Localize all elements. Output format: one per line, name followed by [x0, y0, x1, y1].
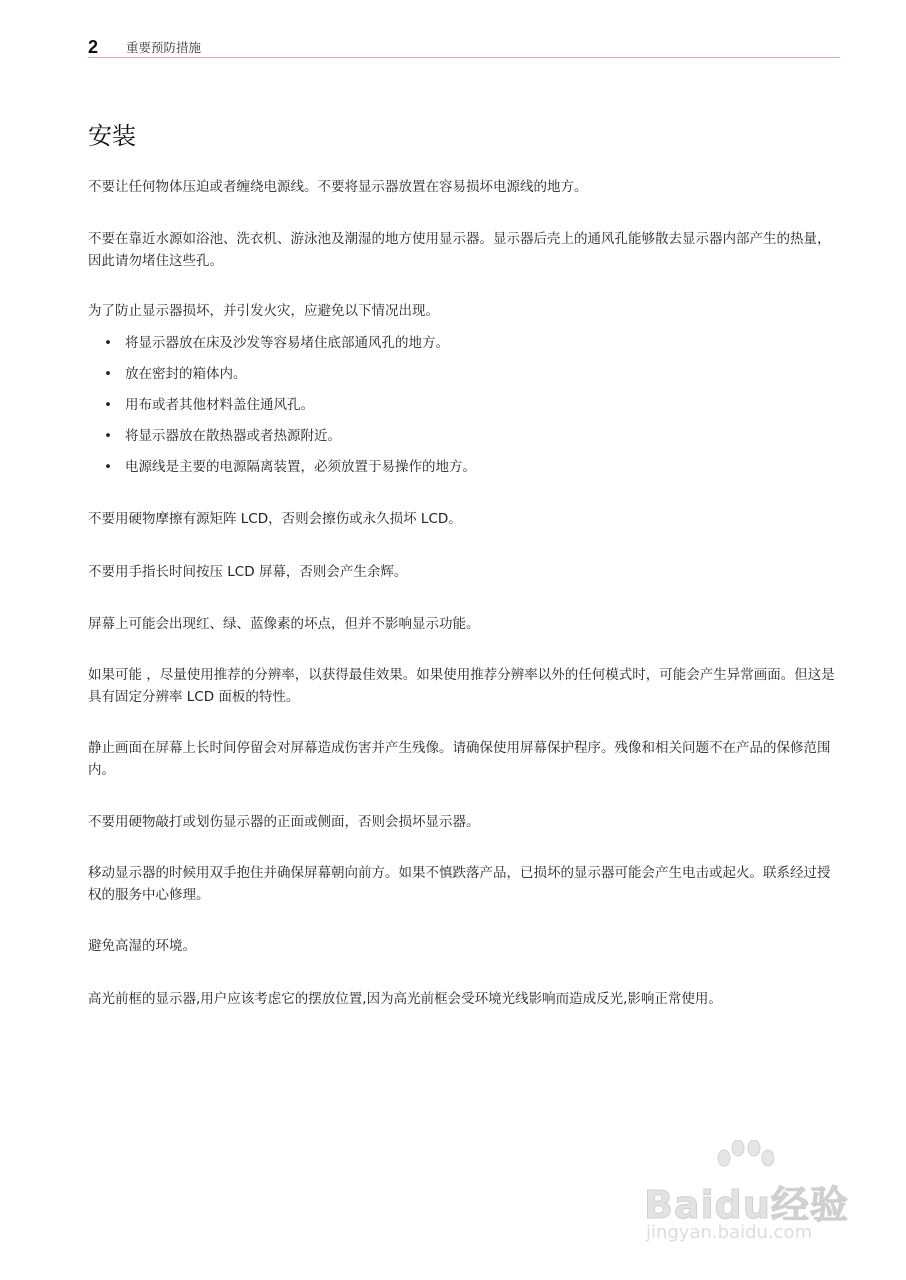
bullet-icon: • [104, 428, 112, 444]
page-number: 2 [88, 37, 99, 57]
paragraph-hard-objects: 不要用硬物敲打或划伤显示器的正面或侧面，否则会损坏显示器。 [88, 814, 480, 830]
list-item-text: 将显示器放在散热器或者热源附近。 [125, 428, 341, 444]
bullet-icon: • [104, 366, 112, 382]
bullet-icon: • [104, 335, 112, 351]
bullet-icon: • [104, 397, 112, 413]
paragraph-lcd-press: 不要用手指长时间按压 LCD 屏幕，否则会产生余辉。 [88, 564, 408, 580]
header-divider [88, 57, 840, 58]
paragraph-lcd-scratch: 不要用硬物摩擦有源矩阵 LCD，否则会擦伤或永久损坏 LCD。 [88, 511, 462, 527]
paragraph-moving-monitor: 移动显示器的时候用双手抱住并确保屏幕朝向前方。如果不慎跌落产品，已损坏的显示器可能会产生电击或起火。联系经过授权的服务中心修理。 [88, 865, 831, 903]
paragraph-dead-pixels: 屏幕上可能会出现红、绿、蓝像素的坏点，但并不影响显示功能。 [88, 616, 480, 632]
watermark-url: jingyan.baidu.com [646, 1222, 813, 1243]
paragraph-water-ventilation: 不要在靠近水源如浴池、洗衣机、游泳池及潮湿的地方使用显示器。显示器后壳上的通风孔能够散去显示器内部产生的热量，因此请勿堵住这些孔。 [88, 231, 831, 269]
list-item [88, 332, 840, 363]
list-item-text: 用布或者其他材料盖住通风孔。 [125, 397, 314, 413]
paragraph-prevent-damage: 为了防止显示器损坏，并引发火灾，应避免以下情况出现。 [88, 303, 439, 319]
list-item [88, 363, 840, 394]
list-item-text: 将显示器放在床及沙发等容易堵住底部通风孔的地方。 [125, 335, 449, 351]
header-title: 重要预防措施 [126, 40, 202, 55]
list-item-text: 放在密封的箱体内。 [125, 366, 247, 382]
paragraph-glossy-bezel: 高光前框的显示器,用户应该考虑它的摆放位置,因为高光前框会受环境光线影响而造成反光,影响正常使用。 [88, 991, 722, 1007]
baidu-watermark [644, 1140, 864, 1250]
section-title: 安装 [88, 122, 136, 150]
bullet-icon: • [104, 459, 112, 475]
list-item [88, 394, 840, 425]
paragraph-image-retention: 静止画面在屏幕上长时间停留会对屏幕造成伤害并产生残像。请确保使用屏幕保护程序。残像和相关问题不在产品的保修范围内。 [88, 740, 831, 778]
list-item [88, 425, 840, 456]
list-item-text: 电源线是主要的电源隔离装置，必须放置于易操作的地方。 [125, 459, 476, 475]
precaution-list [88, 332, 840, 487]
paragraph-resolution: 如果可能 ，尽量使用推荐的分辨率，以获得最佳效果。如果使用推荐分辨率以外的任何模式时，可能会产生异常画面。但这是具有固定分辨率 LCD 面板的特性。 [88, 667, 835, 705]
paragraph-humidity: 避免高湿的环境。 [88, 938, 196, 954]
page-header [88, 36, 840, 60]
watermark-logo: Baidu经验 [644, 1183, 849, 1227]
paragraph-power-cord: 不要让任何物体压迫或者缠绕电源线。不要将显示器放置在容易损坏电源线的地方。 [88, 179, 588, 195]
list-item [88, 456, 840, 487]
